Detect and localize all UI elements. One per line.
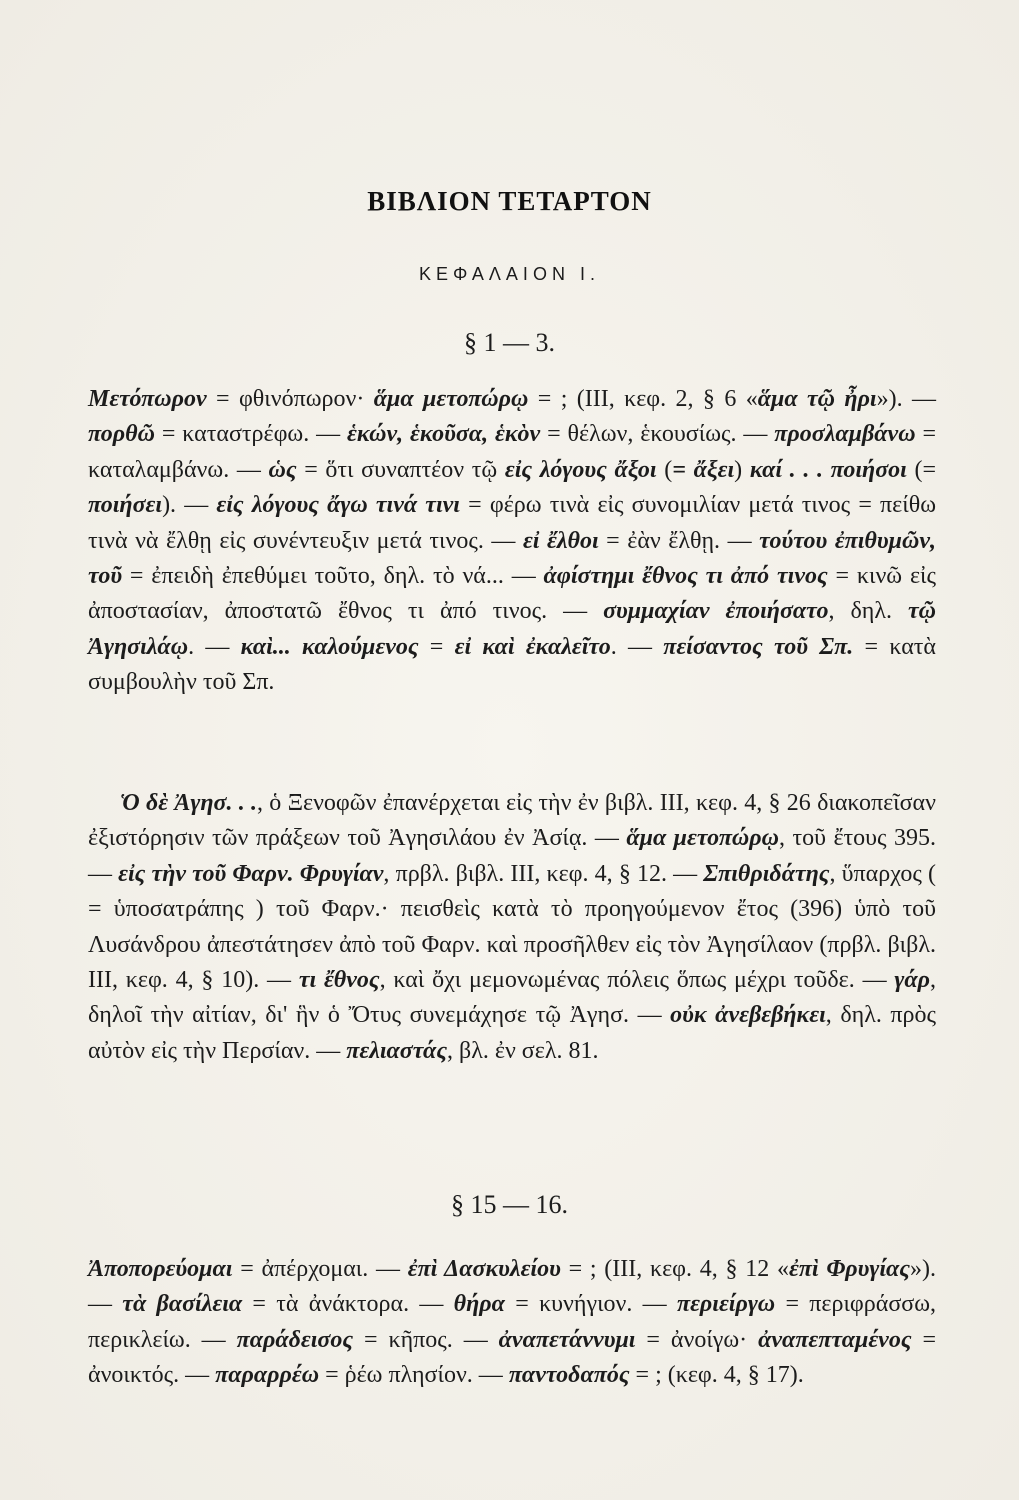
lemma-term: Σπιθριδάτης xyxy=(703,860,830,887)
lemma-term: καὶ... καλούμενος xyxy=(240,633,419,660)
gloss-text: = ἐπειδὴ ἐπεθύμει τοῦτο, δηλ. τὸ νά... — xyxy=(122,563,544,590)
gloss-text: = ἀνοικτός. — xyxy=(88,1326,936,1389)
lemma-term: εἰς λόγους ἄγω τινά τινι xyxy=(216,492,460,519)
lemma-term: τι ἔθνος xyxy=(298,967,380,994)
lemma-term: Ὁ δὲ Ἀγησ. . . xyxy=(120,790,258,816)
lemma-term: ἑκών, ἑκοῦσα, ἑκὸν xyxy=(347,421,541,448)
commentary-paragraph-2 xyxy=(88,786,936,1069)
gloss-text: , τοῦ ἔτους 395. — xyxy=(88,825,936,887)
gloss-text: »). — xyxy=(876,386,936,412)
lemma-term: πείσαντος τοῦ Σπ. xyxy=(663,633,854,660)
gloss-text: = φέρω τινὰ εἰς συνομιλίαν μετά τινος = πείθω τινὰ νὰ ἔλθῃ εἰς συνέντευξιν μετά τινος. — xyxy=(88,492,936,554)
gloss-text: ). — xyxy=(162,492,217,519)
gloss-text: = xyxy=(418,633,455,660)
book-title: ΒΙΒΛΙΟΝ ΤΕΤΑΡΤΟΝ xyxy=(367,186,652,216)
gloss-text: = τὰ ἀνάκτορα. — xyxy=(242,1291,454,1318)
lemma-term: προσλαμβάνω xyxy=(774,421,916,448)
lemma-term: εἰς τὴν τοῦ Φαρν. Φρυγίαν xyxy=(118,860,384,887)
gloss-text: = περιφράσσω, περικλείω. — xyxy=(88,1291,937,1353)
gloss-text: = κῆπος. — xyxy=(353,1326,499,1353)
lemma-term: οὐκ ἀνεβεβήκει xyxy=(670,1002,826,1029)
gloss-text: ) xyxy=(734,456,750,483)
gloss-text: . — xyxy=(188,633,241,660)
gloss-text: = κατὰ συμβουλὴν τοῦ Σπ. xyxy=(88,633,937,696)
gloss-text: = καταστρέφω. — xyxy=(154,421,348,448)
lemma-term: ἐπὶ Φρυγίας xyxy=(788,1256,911,1282)
gloss-text: (= xyxy=(906,456,937,483)
lemma-term: παραρρέω xyxy=(215,1362,320,1389)
lemma-term: ὡς xyxy=(268,456,297,483)
lemma-term: παντοδαπός xyxy=(508,1362,630,1389)
gloss-text: , πρβλ. βιβλ. ΙΙΙ, κεφ. 4, § 12. — xyxy=(383,860,704,887)
gloss-text: = κυνήγιον. — xyxy=(504,1291,677,1318)
lemma-term: τούτου ἐπιθυμῶν, τοῦ xyxy=(88,527,936,590)
lemma-term: περιείργω xyxy=(676,1291,776,1318)
lemma-term: = ἄξει xyxy=(672,456,735,483)
lemma-term: εἰ καὶ ἐκαλεῖτο xyxy=(454,633,611,660)
gloss-text: . — xyxy=(610,633,664,660)
commentary-paragraph-1 xyxy=(88,382,936,701)
lemma-term: γάρ xyxy=(894,967,930,994)
gloss-text: = ἐὰν ἔλθῃ. — xyxy=(598,527,760,554)
lemma-term: πελιαστάς xyxy=(346,1037,448,1064)
lemma-term: Ἀποπορεύομαι xyxy=(88,1256,233,1282)
gloss-text: = ῥέω πλησίον. — xyxy=(319,1362,509,1389)
gloss-text: = θέλων, ἑκουσίως. — xyxy=(540,421,775,448)
gloss-text: = ; (ΙΙΙ, κεφ. 4, § 12 « xyxy=(560,1256,789,1282)
gloss-text: , δηλ. xyxy=(828,598,908,625)
gloss-text: ( xyxy=(656,456,673,483)
chapter-subtitle: ΚΕΦΑΛΑΙΟΝ Ι. xyxy=(419,264,600,284)
gloss-text: = ἀνοίγω· xyxy=(635,1326,759,1353)
section-heading-2: § 15 — 16. xyxy=(451,1190,568,1219)
gloss-text: »). — xyxy=(88,1256,937,1318)
gloss-text: = ; (ΙΙΙ, κεφ. 2, § 6 « xyxy=(528,386,758,412)
lemma-term: ἀναπεπταμένος xyxy=(758,1326,912,1353)
gloss-text: , καὶ ὄχι μεμονωμένας πόλεις ὅπως μέχρι τοῦδε. — xyxy=(379,967,895,994)
lemma-term: συμμαχίαν ἐποιήσατο xyxy=(603,598,829,625)
lemma-term: εἰς λόγους ἄξοι xyxy=(504,456,657,483)
lemma-term: ἅμα μετοπώρῳ xyxy=(373,386,529,412)
lemma-term: θήρα xyxy=(453,1291,505,1318)
gloss-text: = ἀπέρχομαι. — xyxy=(232,1256,408,1282)
gloss-text: , δηλοῖ τὴν αἰτίαν, δι' ἣν ὁ Ὄτυς συνεμάχησε τῷ Ἀγησ. — xyxy=(88,967,936,1029)
lemma-term: τὰ βασίλεια xyxy=(122,1291,243,1318)
gloss-text: , ὁ Ξενοφῶν ἐπανέρχεται εἰς τὴν ἐν βιβλ. ΙΙΙ, κεφ. 4, § 26 διακοπεῖσαν ἐξιστόρησιν τῶν πράξεων τοῦ Ἀγησιλάου ἐν Ἀσίᾳ. — xyxy=(88,790,936,852)
gloss-text: , ὕπαρχος ( = ὑποσατράπης ) τοῦ Φαρν.· πεισθεὶς κατὰ τὸ προηγούμενον ἔτος (396) ὑπὸ τοῦ Λυσάνδρου ἀπεστάτησεν ἀπὸ τοῦ Φαρν. καὶ προσῆλθεν εἰς τὸν Ἀγησίλαον (πρβλ. βιβλ. ΙΙΙ, κεφ. 4, § 10). — xyxy=(88,860,937,994)
lemma-term: Μετόπωρον xyxy=(88,386,207,412)
gloss-text: = ὅτι συναπτέον τῷ xyxy=(296,456,505,483)
gloss-text: , βλ. ἐν σελ. 81. xyxy=(447,1037,599,1064)
lemma-term: τῷ Ἀγησιλάῳ xyxy=(88,598,937,660)
lemma-term: ἅμα μετοπώρῳ xyxy=(626,825,780,852)
lemma-term: πορθῶ xyxy=(88,421,155,448)
lemma-term: ἅμα τῷ ἦρι xyxy=(757,386,877,412)
gloss-text: = καταλαμβάνω. — xyxy=(88,421,936,483)
commentary-paragraph-3 xyxy=(88,1252,936,1394)
gloss-text: , δηλ. πρὸς αὐτὸν εἰς τὴν Περσίαν. — xyxy=(88,1002,937,1064)
gloss-text: = φθινόπωρον· xyxy=(206,386,374,412)
lemma-term: ἀναπετάννυμι xyxy=(498,1326,636,1353)
lemma-term: ἀφίστημι ἔθνος τι ἀπό τινος xyxy=(543,563,828,590)
section-heading-1: § 1 — 3. xyxy=(464,328,555,357)
lemma-term: ποιήσει xyxy=(88,492,163,519)
lemma-term: καί . . . ποιήσοι xyxy=(749,456,907,483)
lemma-term: ἐπὶ Δασκυλείου xyxy=(407,1256,561,1282)
lemma-term: παράδεισος xyxy=(236,1326,354,1353)
gloss-text: = ; (κεφ. 4, § 17). xyxy=(629,1362,804,1389)
lemma-term: εἰ ἔλθοι xyxy=(522,527,599,554)
gloss-text: = κινῶ εἰς ἀποστασίαν, ἀποστατῶ ἔθνος τι ἀπό τινος. — xyxy=(88,563,936,625)
